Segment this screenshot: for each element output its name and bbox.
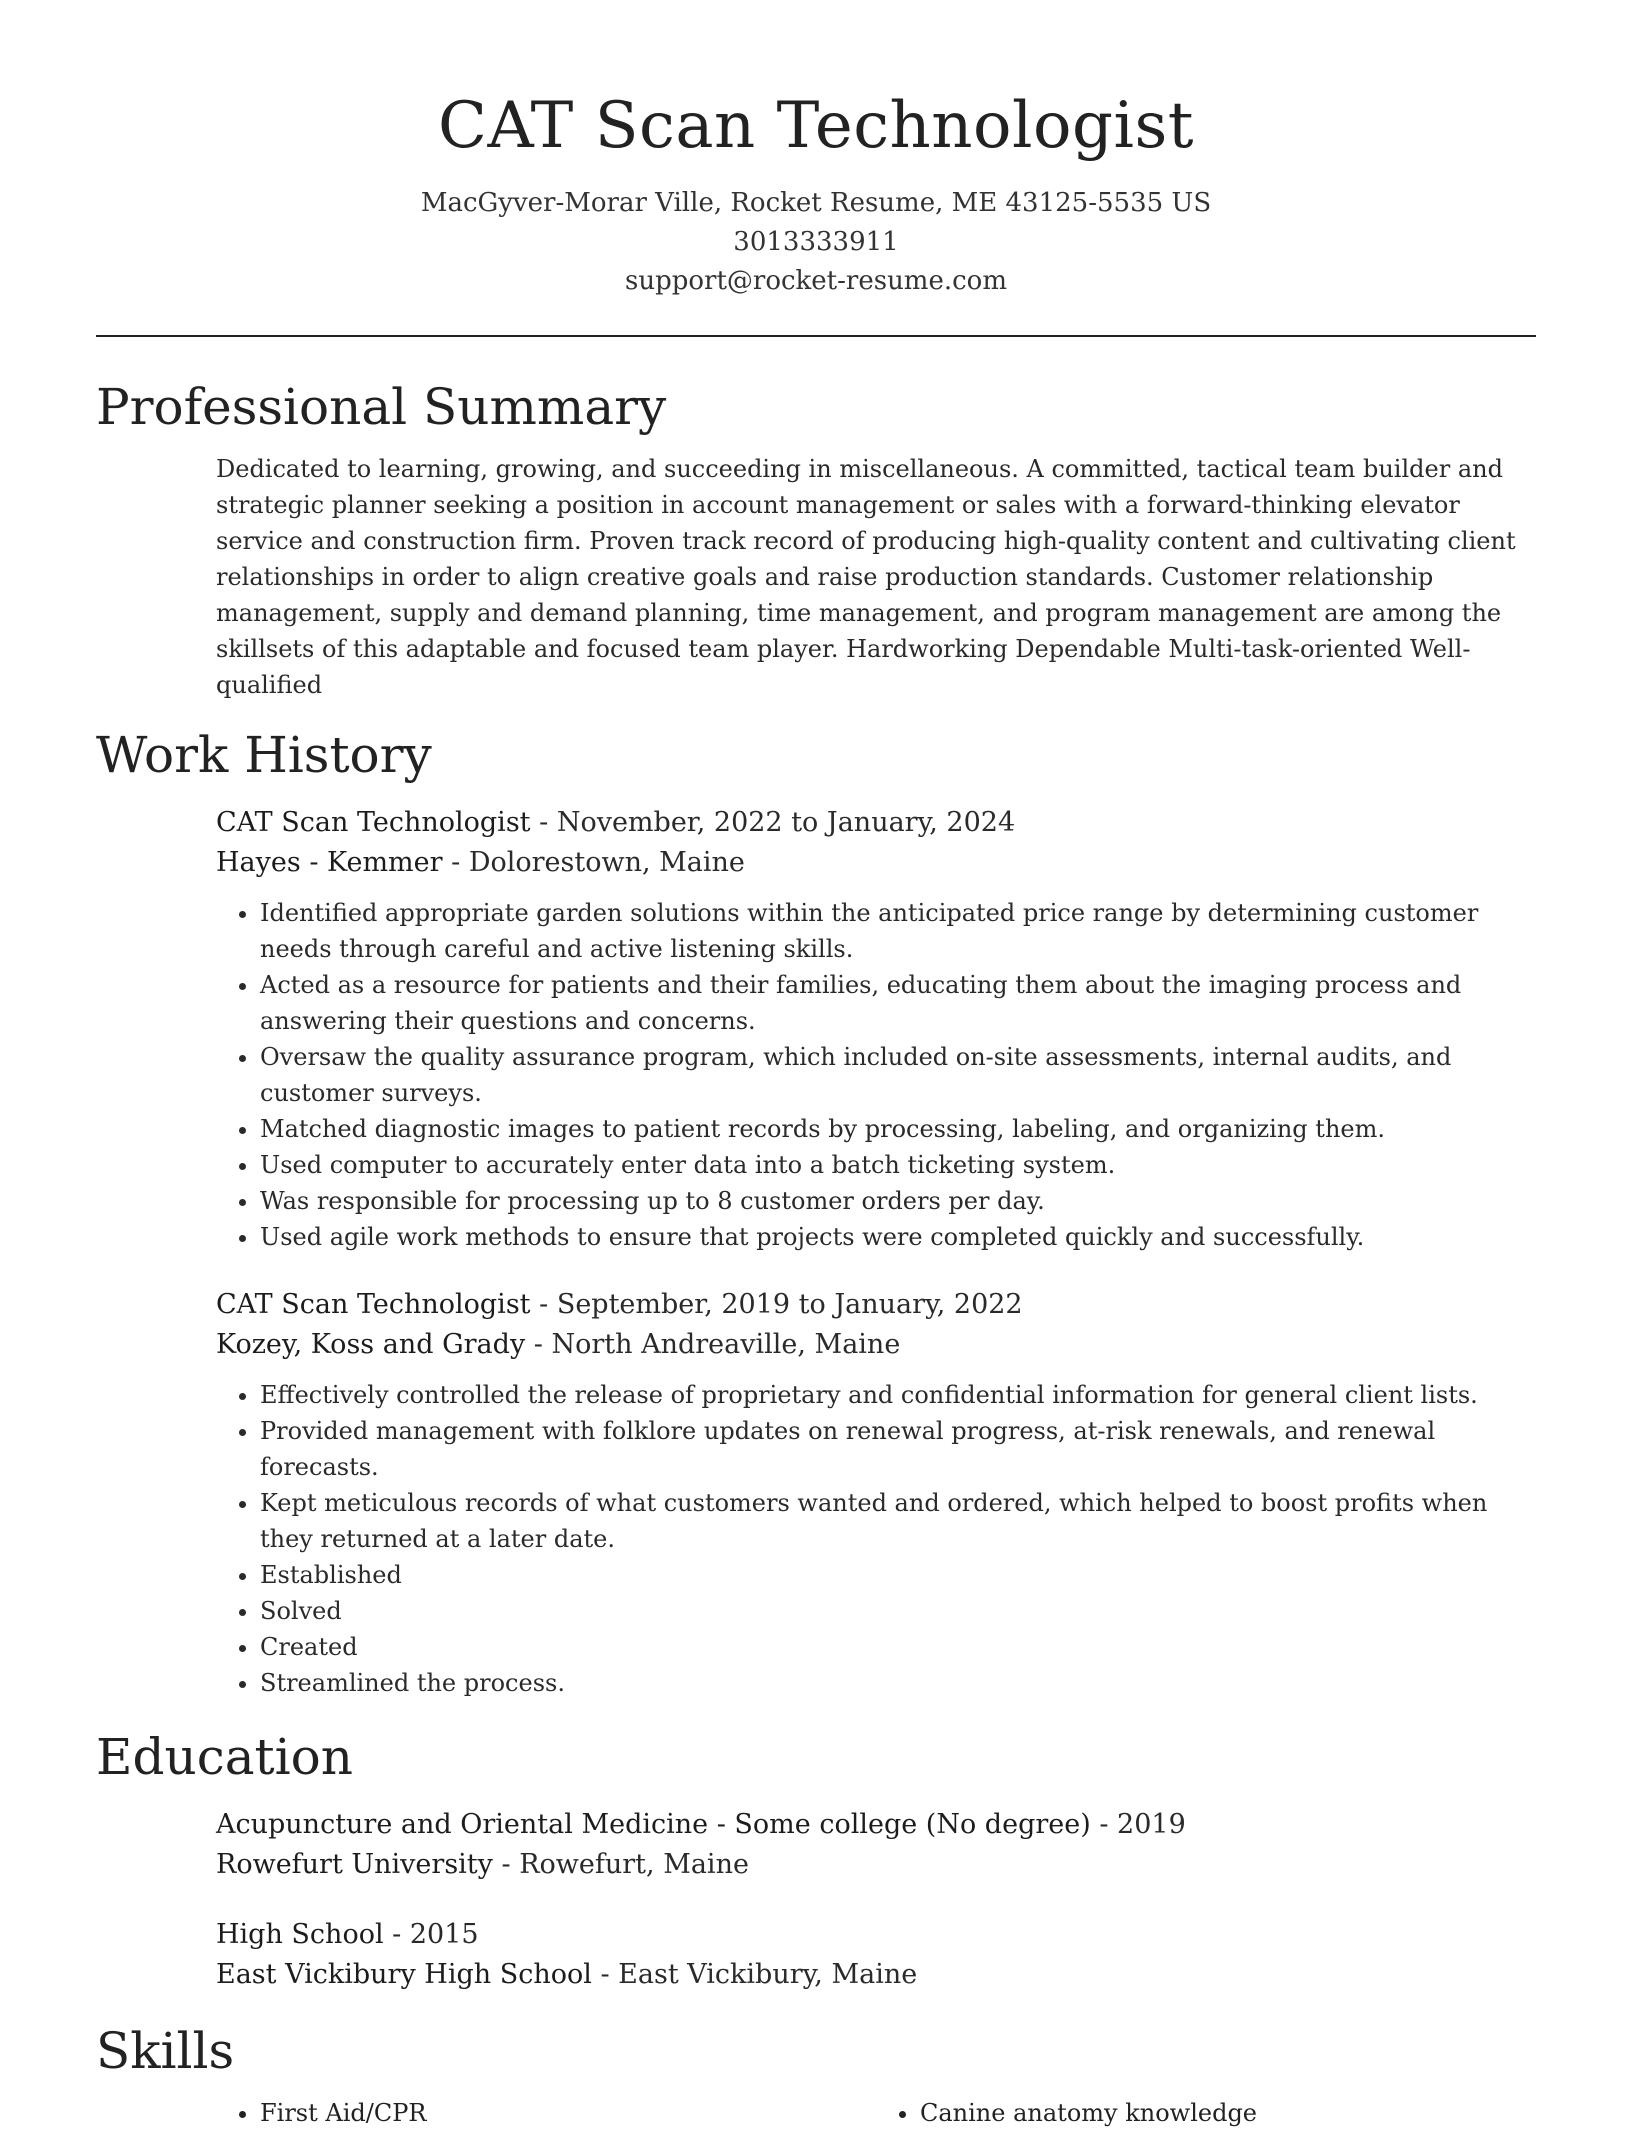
list-item: • Solved <box>260 1593 1536 1629</box>
list-item: • Streamlined the process. <box>260 1665 1536 1701</box>
resume-header <box>96 0 1536 301</box>
list-item: • Provided management with folklore updates on renewal progress, at-risk renewals, and renewal forecasts. <box>260 1413 1536 1485</box>
list-item: • Created <box>260 1629 1536 1665</box>
work-history-section <box>216 803 1536 1701</box>
skills-left-column <box>216 2095 876 2131</box>
education-year: - 2019 <box>1090 1809 1186 1840</box>
job-dates: - November, 2022 to January, 2024 <box>530 807 1016 838</box>
education-year: - 2015 <box>383 1919 479 1950</box>
job-company: Kozey, Koss and Grady <box>216 1329 526 1360</box>
education-degree-line <box>216 1805 1536 1845</box>
contact-block <box>96 184 1536 301</box>
job-entry <box>216 803 1536 1255</box>
education-entry <box>216 1805 1536 1885</box>
list-item: • Used computer to accurately enter data into a batch ticketing system. <box>260 1147 1536 1183</box>
job-title-line <box>216 1285 1536 1325</box>
job-company: Hayes - Kemmer <box>216 847 443 878</box>
skills-right-column <box>876 2095 1536 2131</box>
contact-phone: 3013333911 <box>733 227 899 257</box>
education-school: Rowefurt University <box>216 1849 493 1880</box>
job-bullets <box>216 895 1536 1255</box>
list-item: • Used agile work methods to ensure that projects were completed quickly and successfully. <box>260 1219 1536 1255</box>
list-item: • Kept meticulous records of what customers wanted and ordered, which helped to boost profits when they returned at a later date. <box>260 1485 1536 1557</box>
contact-address: MacGyver-Morar Ville, Rocket Resume, ME 43125-5535 US <box>420 188 1212 218</box>
list-item: • Effectively controlled the release of proprietary and confidential information for general client lists. <box>260 1377 1536 1413</box>
list-item: • Established <box>260 1557 1536 1593</box>
list-item: • Was responsible for processing up to 8 customer orders per day. <box>260 1183 1536 1219</box>
education-location: - Rowefurt, Maine <box>492 1849 749 1880</box>
education-entry <box>216 1915 1536 1995</box>
summary-text: Dedicated to learning, growing, and succeeding in miscellaneous. A committed, tactical team builder and strategic planner seeking a position in account management or sales with a forward-thinking elevator service and construction firm. Proven track record of producing high-quality content and cultivating client relationships in order to align creative goals and raise production standards. Customer relationship management, supply and demand planning, time management, and program management are among the skillsets of this adaptable and focused team player. Hardworking Dependable Multi-task-oriented Well-qualified <box>216 455 1516 699</box>
work-history-heading: Work History <box>96 726 432 784</box>
summary-heading: Professional Summary <box>96 378 667 436</box>
education-degree-line <box>216 1915 1536 1955</box>
education-school-line <box>216 1845 1536 1885</box>
skills-section <box>216 2095 1536 2131</box>
list-item: • Matched diagnostic images to patient records by processing, labeling, and organizing them. <box>260 1111 1536 1147</box>
header-divider <box>96 335 1536 337</box>
list-item: • Acted as a resource for patients and their families, educating them about the imaging process and answering their questions and concerns. <box>260 967 1536 1039</box>
education-section <box>216 1805 1536 1995</box>
job-location: - Dolorestown, Maine <box>442 847 745 878</box>
job-company-line <box>216 1325 1536 1365</box>
list-item: • Oversaw the quality assurance program, which included on-site assessments, internal audits, and customer surveys. <box>260 1039 1536 1111</box>
skill-item: • Canine anatomy knowledge <box>920 2095 1536 2131</box>
education-school-line <box>216 1955 1536 1995</box>
education-location: - East Vickibury, Maine <box>591 1959 918 1990</box>
education-degree: High School <box>216 1919 384 1950</box>
skills-heading: Skills <box>96 2022 235 2080</box>
job-role: CAT Scan Technologist <box>216 807 531 838</box>
summary-section <box>216 451 1536 703</box>
job-entry <box>216 1285 1536 1701</box>
job-dates: - September, 2019 to January, 2022 <box>530 1289 1023 1320</box>
skills-columns <box>216 2095 1536 2131</box>
list-item: • Identified appropriate garden solutions within the anticipated price range by determining customer needs through careful and active listening skills. <box>260 895 1536 967</box>
resume-name: CAT Scan Technologist <box>437 89 1195 163</box>
skill-item: • First Aid/CPR <box>260 2095 876 2131</box>
job-role: CAT Scan Technologist <box>216 1289 531 1320</box>
job-bullets <box>216 1377 1536 1701</box>
education-heading: Education <box>96 1728 353 1786</box>
education-school: East Vickibury High School <box>216 1959 592 1990</box>
education-degree: Acupuncture and Oriental Medicine - Some college (No degree) <box>216 1809 1091 1840</box>
job-title-line <box>216 803 1536 843</box>
contact-email: support@rocket-resume.com <box>624 266 1007 296</box>
job-company-line <box>216 843 1536 883</box>
job-location: - North Andreaville, Maine <box>525 1329 901 1360</box>
